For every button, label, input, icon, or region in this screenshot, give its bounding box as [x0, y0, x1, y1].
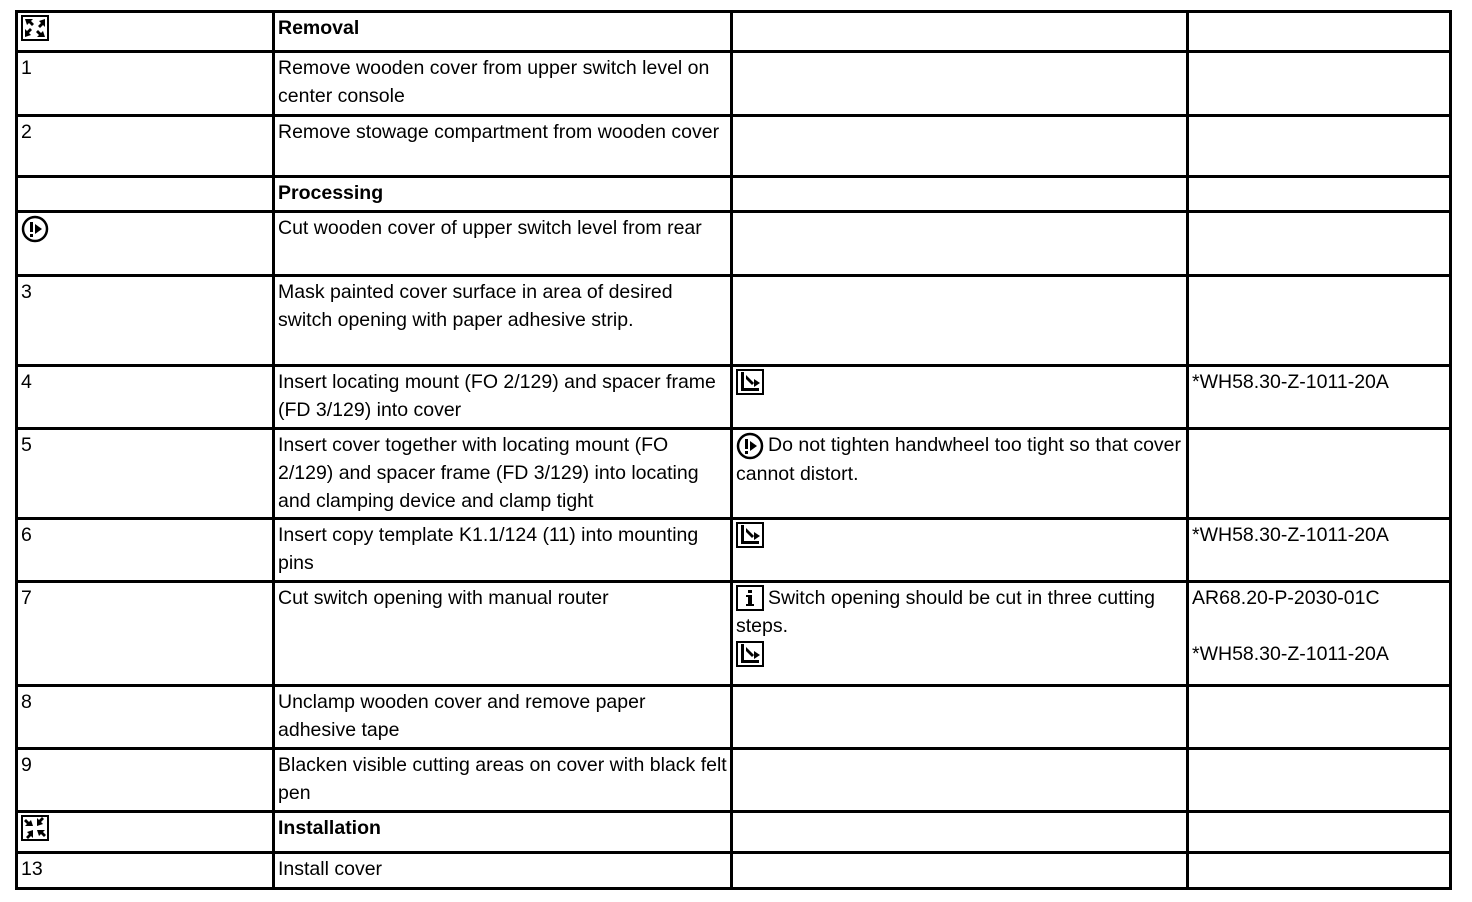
step-cell [17, 177, 274, 212]
installation-icon [21, 815, 49, 841]
notes-cell [732, 686, 1188, 749]
reference-cell: *WH58.30-Z-1011-20A [1188, 366, 1451, 429]
action-cell: Insert cover together with locating mount (FO 2/129) and spacer frame (FD 3/129) into locating and clamping device and clamp tight [274, 429, 732, 519]
step-cell: 5 [17, 429, 274, 519]
action-cell: Installation [274, 812, 732, 853]
reference-cell [1188, 12, 1451, 52]
tool-icon [736, 522, 764, 548]
action-cell: Unclamp wooden cover and remove paper adhesive tape [274, 686, 732, 749]
reference-cell [1188, 429, 1451, 519]
table-row [17, 686, 1451, 749]
table-row [17, 177, 1451, 212]
reference-cell [1188, 276, 1451, 366]
table-row [17, 212, 1451, 276]
tool-icon [736, 641, 764, 667]
action-cell: Cut wooden cover of upper switch level from rear [274, 212, 732, 276]
info-icon [736, 585, 764, 611]
reference-cell [1188, 177, 1451, 212]
action-cell: Insert locating mount (FO 2/129) and spacer frame (FD 3/129) into cover [274, 366, 732, 429]
notes-cell [732, 812, 1188, 853]
tool-icon [736, 369, 764, 395]
step-cell: 13 [17, 853, 274, 889]
note-text: Do not tighten handwheel too tight so that cover cannot distort. [736, 434, 1182, 485]
notes-cell [732, 366, 1188, 429]
notes-cell [732, 749, 1188, 812]
notes-cell [732, 582, 1188, 686]
warning-circle-icon [21, 215, 49, 243]
step-cell: 2 [17, 116, 274, 177]
action-cell: Processing [274, 177, 732, 212]
warning-circle-icon [736, 432, 764, 460]
table-row [17, 366, 1451, 429]
action-cell: Install cover [274, 853, 732, 889]
reference-cell: *WH58.30-Z-1011-20A [1188, 519, 1451, 582]
step-cell: 7 [17, 582, 274, 686]
table-row [17, 52, 1451, 116]
table-row [17, 429, 1451, 519]
reference-cell [1188, 212, 1451, 276]
reference-cell [1188, 686, 1451, 749]
reference-cell [1188, 582, 1451, 686]
table-row [17, 853, 1451, 889]
notes-cell [732, 177, 1188, 212]
note-text: Switch opening should be cut in three cutting steps. [736, 587, 1156, 637]
reference-cell [1188, 812, 1451, 853]
notes-cell [732, 276, 1188, 366]
notes-cell [732, 52, 1188, 116]
table-row [17, 276, 1451, 366]
action-cell: Cut switch opening with manual router [274, 582, 732, 686]
reference-cell [1188, 749, 1451, 812]
step-cell [17, 212, 274, 276]
notes-cell [732, 519, 1188, 582]
step-cell [17, 812, 274, 853]
table-row [17, 582, 1451, 686]
action-cell: Removal [274, 12, 732, 52]
notes-cell [732, 116, 1188, 177]
step-cell: 3 [17, 276, 274, 366]
reference-cell [1188, 116, 1451, 177]
action-cell: Remove wooden cover from upper switch level on center console [274, 52, 732, 116]
table-row [17, 749, 1451, 812]
step-cell [17, 12, 274, 52]
notes-cell [732, 12, 1188, 52]
step-cell: 1 [17, 52, 274, 116]
notes-cell [732, 853, 1188, 889]
step-cell: 6 [17, 519, 274, 582]
procedure-table [15, 10, 1452, 890]
notes-cell [732, 212, 1188, 276]
table-row [17, 12, 1451, 52]
step-cell: 8 [17, 686, 274, 749]
action-cell: Remove stowage compartment from wooden cover [274, 116, 732, 177]
reference-line: *WH58.30-Z-1011-20A [1192, 643, 1389, 665]
notes-cell [732, 429, 1188, 519]
table-row [17, 116, 1451, 177]
step-cell: 9 [17, 749, 274, 812]
action-cell: Insert copy template K1.1/124 (11) into mounting pins [274, 519, 732, 582]
reference-cell [1188, 853, 1451, 889]
action-cell: Blacken visible cutting areas on cover with black felt pen [274, 749, 732, 812]
reference-cell [1188, 52, 1451, 116]
reference-line: AR68.20-P-2030-01C [1192, 587, 1380, 609]
table-row [17, 812, 1451, 853]
table-row [17, 519, 1451, 582]
step-cell: 4 [17, 366, 274, 429]
action-cell: Mask painted cover surface in area of desired switch opening with paper adhesive strip. [274, 276, 732, 366]
removal-icon [21, 15, 49, 41]
